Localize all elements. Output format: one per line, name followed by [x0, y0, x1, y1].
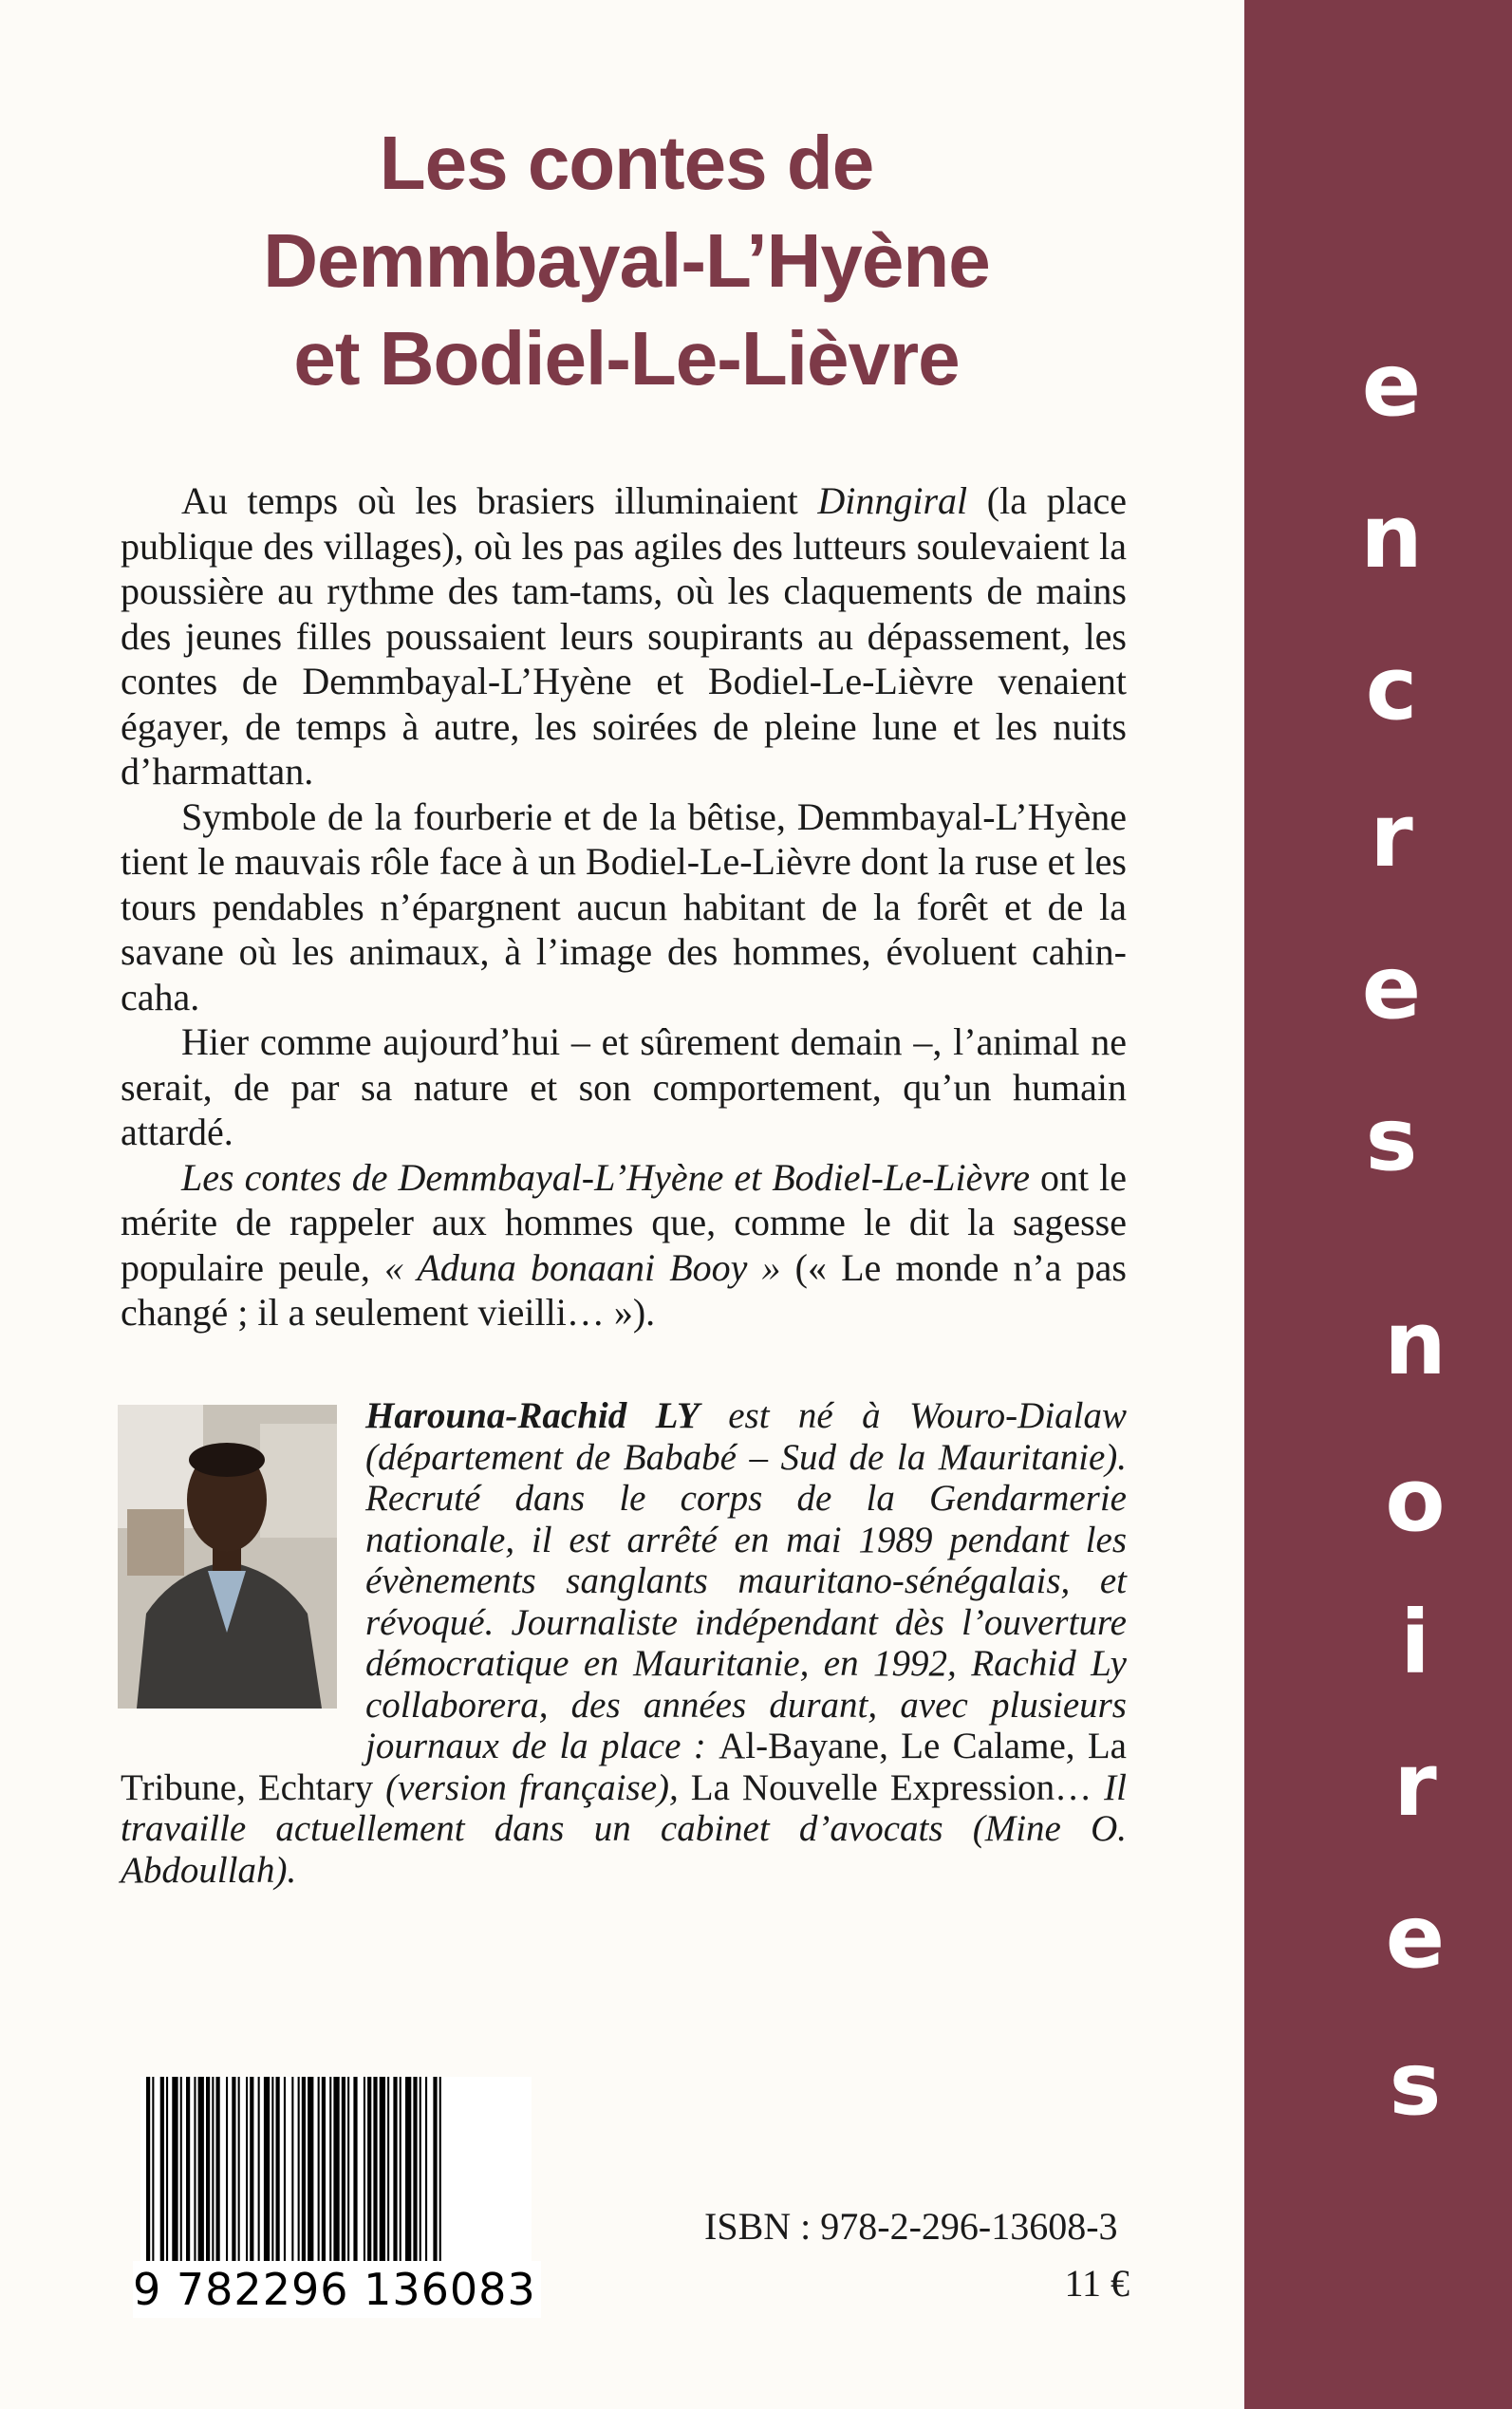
photo-spacer: [121, 1395, 365, 1743]
barcode-bar: [160, 2077, 164, 2267]
series-letter: c: [1365, 638, 1418, 739]
barcode-bar: [298, 2077, 300, 2267]
series-letter: e: [1385, 1886, 1446, 1988]
barcode-bar: [194, 2077, 196, 2267]
barcode-bar: [413, 2077, 417, 2267]
barcode-bar: [400, 2077, 401, 2267]
series-name-vertical: [1244, 304, 1512, 2135]
barcode-bar: [180, 2077, 182, 2267]
barcode-bar: [380, 2077, 385, 2267]
barcode-bar: [250, 2077, 253, 2267]
barcode-bar: [198, 2077, 204, 2267]
barcode-bar: [232, 2077, 235, 2267]
barcode-bar: [420, 2077, 421, 2267]
barcode-bar: [276, 2077, 280, 2267]
series-letter: o: [1385, 1449, 1446, 1551]
blurb: [121, 478, 1127, 1335]
barcode-bar: [425, 2077, 427, 2267]
series-letter: e: [1361, 334, 1422, 436]
barcode-bar: [322, 2077, 326, 2267]
barcode-bar: [333, 2077, 339, 2267]
barcode-bar: [393, 2077, 397, 2267]
barcode-bar: [264, 2077, 270, 2267]
barcode-bar: [152, 2077, 154, 2267]
series-band: [1244, 0, 1512, 2409]
series-letter: n: [1384, 1293, 1447, 1394]
newspapers-list: Al-Bayane, Le Calame, La Tribune, Echtary: [121, 1726, 1127, 1808]
series-letter: r: [1370, 785, 1413, 887]
blurb-paragraph-1: Au temps où les brasiers illuminaient Dinngiral (la place publique des villages), où les pas agiles des lutteurs soulevaient la poussière au rythme des tam-tams, où les claquements de mains des jeunes filles poussaient leurs soupirants au dépassement, les contes de Demmbayal-L’Hyène et Bodiel-Le-Lièvre venaient égayer, de temps à autre, les soirées de pleine lune et les nuits d’harmattan.: [121, 479, 1128, 793]
barcode-bar: [212, 2077, 214, 2267]
barcode-bar: [291, 2077, 293, 2267]
barcode-bar: [308, 2077, 313, 2267]
barcode-bar: [271, 2077, 273, 2267]
blurb-paragraph-2: Symbole de la fourberie et de la bêtise, Demmbayal-L’Hyène tient le mauvais rôle face à un Bodiel-Le-Lièvre dont la ruse et les tours pendables n’épargnent aucun habitant de la forêt et de la savane où les animaux, à l’image des hommes, évoluent cahin-caha.: [121, 794, 1127, 1018]
blurb-paragraph-4: Les contes de Demmbayal-L’Hyène et Bodiel-Le-Lièvre ont le mérite de rappeler aux hommes que, comme le dit la sagesse populaire peule, « Aduna bonaani Booy » (« Le monde n’a pas changé ; il a seulement vieilli… »).: [121, 1155, 1127, 1334]
author-name: Harouna-Rachid LY: [365, 1395, 700, 1436]
barcode-bar: [172, 2077, 177, 2267]
newspaper-nouvelle-expression: La Nouvelle Expression…: [690, 1766, 1092, 1808]
barcode-bar: [387, 2077, 389, 2267]
barcode-bar: [347, 2077, 349, 2267]
book-title: [142, 114, 1111, 407]
title-line-3: et Bodiel-Le-Lièvre: [293, 316, 960, 401]
barcode-bar: [226, 2077, 228, 2267]
barcode-bar: [216, 2077, 220, 2267]
barcode-bar: [329, 2077, 331, 2267]
series-letter: n: [1360, 486, 1423, 588]
barcode-bar: [342, 2077, 345, 2267]
barcode-bar: [146, 2077, 150, 2267]
barcode-bar: [353, 2077, 357, 2267]
barcode-bar: [238, 2077, 240, 2267]
barcode-bar: [373, 2077, 377, 2267]
barcode-bar: [206, 2077, 210, 2267]
barcode-bar: [166, 2077, 168, 2267]
price: 11 €: [1064, 2262, 1129, 2305]
barcode-bars: [140, 2077, 532, 2267]
barcode-bar: [367, 2077, 371, 2267]
title-line-1: Les contes de: [379, 121, 874, 205]
barcode-digits: 9 782296 136083: [133, 2261, 541, 2318]
series-letter: s: [1389, 2033, 1442, 2135]
barcode-bar: [258, 2077, 260, 2267]
author-bio: Harouna-Rachid LY est né à Wouro-Dialaw (département de Bababé – Sud de la Mauritanie). Recruté dans le corps de la Gendarmerie nationale, il est arrêté en mai 1989 pendant les évènements sanglants mauritano-sénégalais, et révoqué. Journaliste indépendant dès l’ouverture démocratique en Mauritanie, en 1992, Rachid Ly collaborera, des années durant, avec plusieurs journaux de la place : Al-Bayane, Le Calame, La Tribune, Echtary (version française), La Nouvelle Expression… Il travaille actuellement dans un cabinet d’avocats (Mine O. Abdoullah).: [121, 1395, 1127, 1891]
barcode-bar: [186, 2077, 190, 2267]
barcode-bar: [302, 2077, 306, 2267]
barcode-bar: [246, 2077, 248, 2267]
barcode-bar: [433, 2077, 437, 2267]
series-letter: i: [1400, 1592, 1430, 1693]
blurb-paragraph-3: Hier comme aujourd’hui – et sûrement demain –, l’animal ne serait, de par sa nature et son comportement, qu’un humain attardé.: [121, 1020, 1127, 1153]
series-letter: r: [1393, 1734, 1437, 1836]
title-line-2: Demmbayal-L’Hyène: [263, 218, 990, 303]
barcode-bar: [318, 2077, 320, 2267]
series-letter: e: [1361, 937, 1422, 1038]
barcode-bar: [439, 2077, 441, 2267]
barcode-bar: [284, 2077, 286, 2267]
isbn: ISBN : 978-2-296-13608-3: [704, 2205, 1118, 2248]
series-letter: s: [1365, 1089, 1418, 1190]
barcode-bar: [364, 2077, 365, 2267]
peul-proverb: « Aduna bonaani Booy »: [383, 1245, 781, 1289]
dinngiral-term: Dinngiral: [817, 479, 968, 522]
barcode-bar: [405, 2077, 411, 2267]
